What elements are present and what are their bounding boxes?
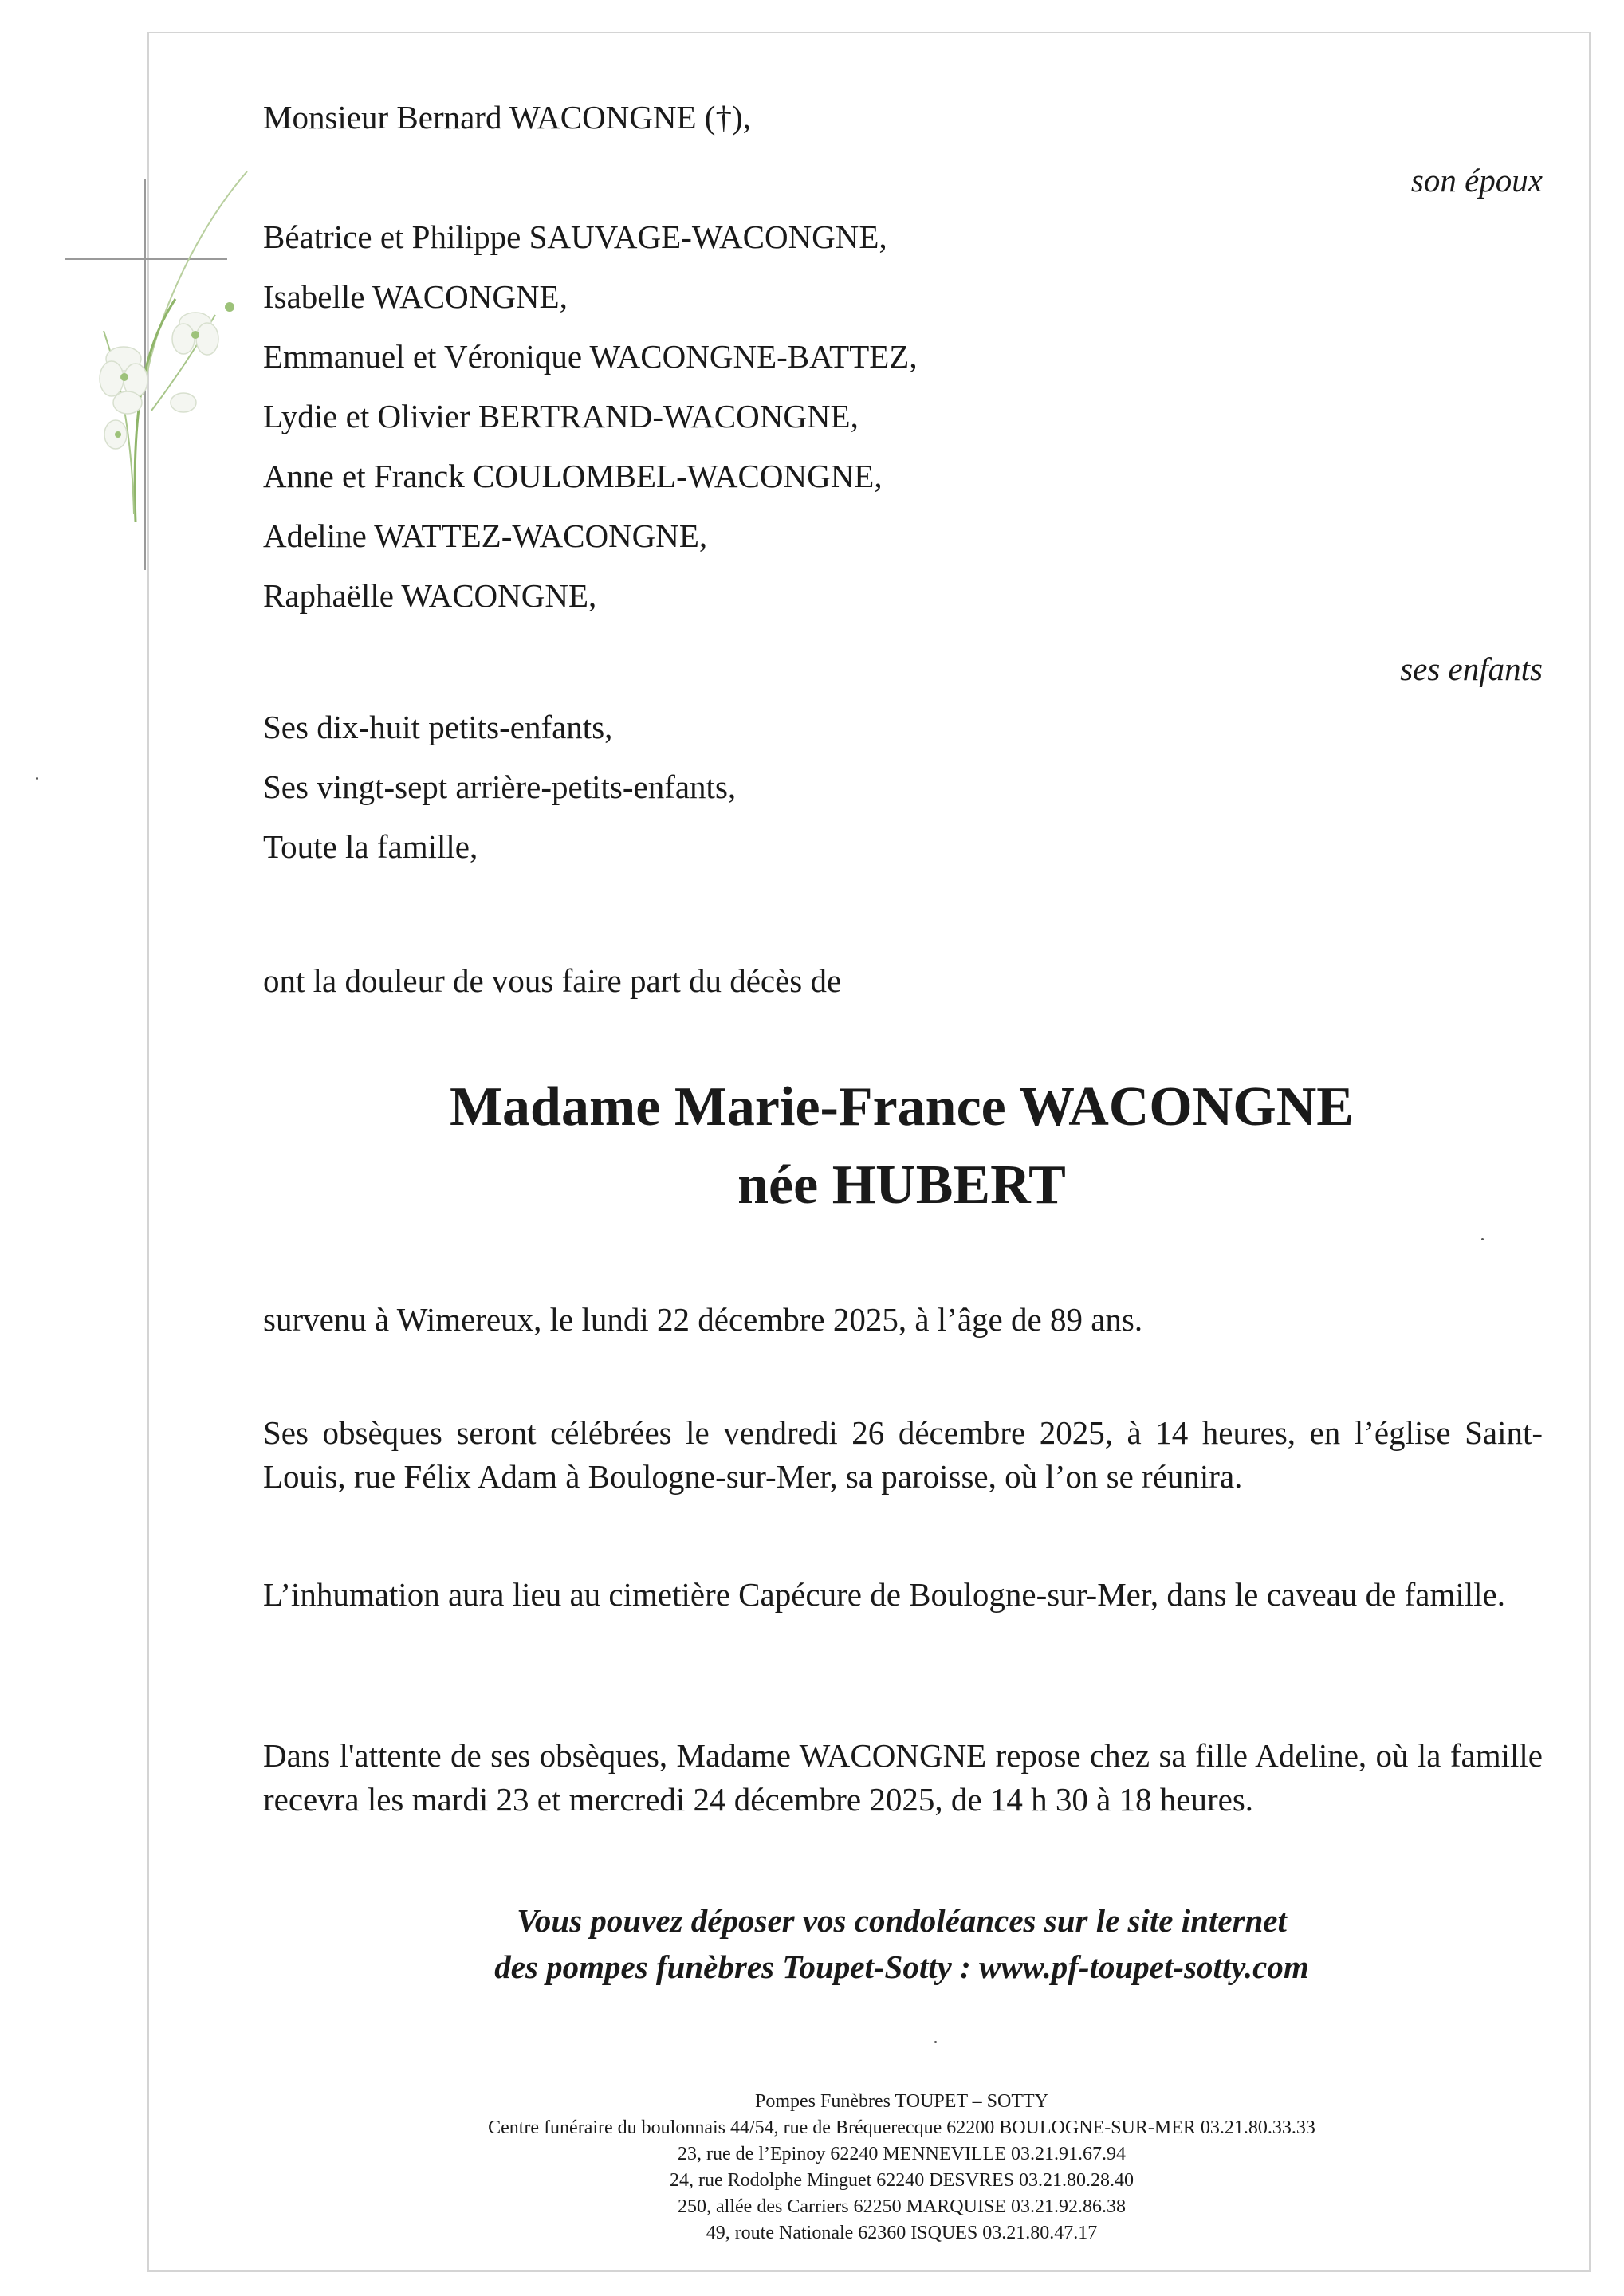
child-entry: Anne et Franck COULOMBEL-WACONGNE, (263, 458, 883, 494)
footer-address: Centre funéraire du boulonnais 44/54, rue de Bréquerecque 62200 BOULOGNE-SUR-MER 03.21.80.33.33 (488, 2117, 1315, 2138)
family-entry: Ses dix-huit petits-enfants, (263, 709, 613, 745)
footer-address: 24, rue Rodolphe Minguet 62240 DESVRES 03.21.80.28.40 (670, 2170, 1134, 2191)
condolences-website-line: des pompes funèbres Toupet-Sotty : www.pf-toupet-sotty.com (494, 1948, 1309, 1985)
cross-orchid-icon (56, 171, 255, 618)
death-paragraph: survenu à Wimereux, le lundi 22 décembre 2025, à l’âge de 89 ans. (263, 1301, 1143, 1338)
scan-speck (1481, 1238, 1484, 1240)
footer-address: 23, rue de l’Epinoy 62240 MENNEVILLE 03.21.91.67.94 (678, 2144, 1126, 2164)
child-entry: Lydie et Olivier BERTRAND-WACONGNE, (263, 398, 859, 434)
funeral-paragraph: Ses obsèques seront célébrées le vendredi 26 décembre 2025, à 14 heures, en l’église Saint-Louis, rue Félix Adam à Boulogne-sur-Mer, sa paroisse, où l’on se réunira. (263, 1414, 1543, 1495)
scan-speck (934, 2041, 937, 2043)
visitation-paragraph: Dans l'attente de ses obsèques, Madame WACONGNE repose chez sa fille Adeline, où la famille recevra les mardi 23 et mercredi 24 décembre 2025, de 14 h 30 à 18 heures. (263, 1737, 1543, 1818)
deceased-heading (0, 1068, 1624, 1225)
funeral-home-footer (0, 2089, 1624, 2247)
burial-paragraph: L’inhumation aura lieu au cimetière Capécure de Boulogne-sur-Mer, dans le caveau de famille. (263, 1576, 1505, 1613)
condolences-line: Vous pouvez déposer vos condoléances sur le site internet (517, 1902, 1287, 1939)
footer-address: 49, route Nationale 62360 ISQUES 03.21.80.47.17 (706, 2223, 1098, 2243)
condolences-notice (0, 1897, 1624, 1990)
scan-speck (36, 777, 38, 780)
child-entry: Raphaëlle WACONGNE, (263, 577, 597, 614)
spouse-role: son époux (1410, 162, 1543, 199)
family-entry: Toute la famille, (263, 828, 478, 865)
child-entry: Isabelle WACONGNE, (263, 278, 568, 315)
child-entry: Adeline WATTEZ-WACONGNE, (263, 517, 708, 554)
deceased-name: Madame Marie-France WACONGNE (449, 1076, 1354, 1138)
family-entry: Ses vingt-sept arrière-petits-enfants, (263, 769, 737, 805)
children-role: ses enfants (1400, 651, 1543, 687)
announcement-text: ont la douleur de vous faire part du décès de (263, 962, 842, 999)
footer-address: 250, allée des Carriers 62250 MARQUISE 03.21.92.86.38 (678, 2196, 1126, 2217)
deceased-maiden-name: née HUBERT (737, 1154, 1066, 1216)
child-entry: Béatrice et Philippe SAUVAGE-WACONGNE, (263, 218, 887, 255)
spouse-name: Monsieur Bernard WACONGNE (†), (263, 99, 751, 136)
child-entry: Emmanuel et Véronique WACONGNE-BATTEZ, (263, 338, 918, 375)
footer-company: Pompes Funèbres TOUPET – SOTTY (754, 2091, 1048, 2112)
